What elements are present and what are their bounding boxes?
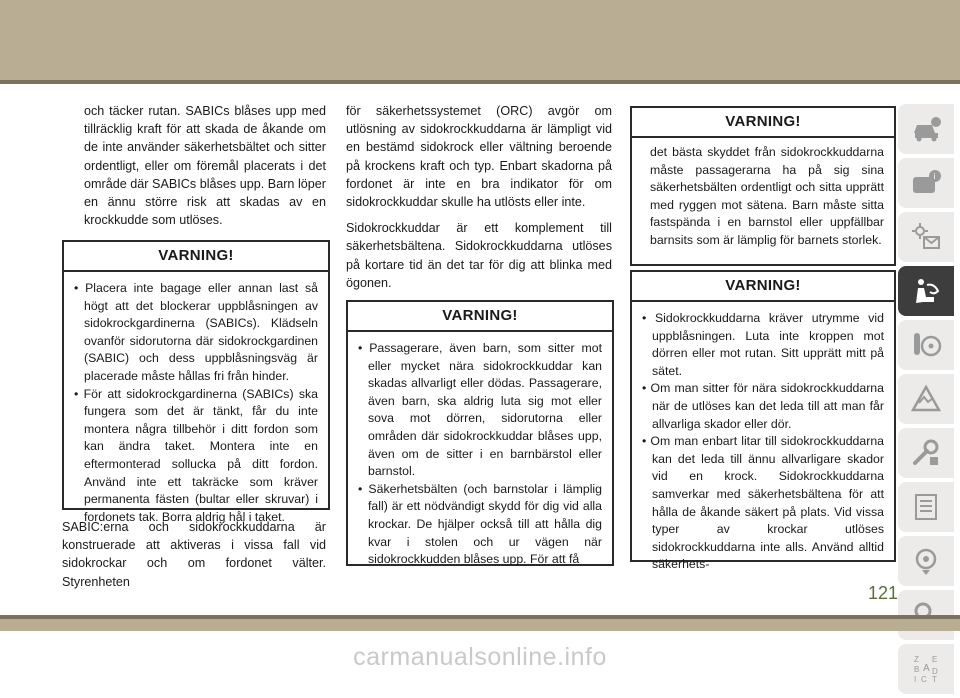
warning-lights-icon bbox=[910, 221, 942, 253]
index-letter: T bbox=[932, 675, 937, 684]
tab-instrument-info[interactable] bbox=[898, 158, 954, 208]
header-rule bbox=[0, 80, 960, 84]
warning-item: • Sidokrockkuddarna kräver utrymme vid uppblåsningen. Luta inte kroppen mot dörren eller mot rutan. Sitt upprätt mitt på sätet. bbox=[642, 310, 884, 380]
index-letter: I bbox=[914, 675, 917, 684]
tab-checklist[interactable] bbox=[898, 482, 954, 532]
header-band bbox=[0, 0, 960, 80]
index-letter: C bbox=[921, 675, 927, 684]
warning-item: • Passagerare, även barn, som sitter mot eller mycket nära sidokrockkuddar kan skadas allvarligt eller dödas. Passagerare, även barn, ska aldrig luta sig mot eller sova mot dörren, sidorutorna eller områden där sidokrockkuddar blåses upp, även om de sitter i en barnbärstol eller barnstol. bbox=[358, 340, 602, 481]
warning-box-right-bottom bbox=[630, 270, 896, 572]
index-letter: B bbox=[914, 665, 920, 674]
warning-box-right-top bbox=[630, 106, 896, 266]
index-letter: D bbox=[932, 667, 938, 676]
warning-title: VARNING! bbox=[632, 108, 894, 138]
warning-text: det bästa skyddet från sidokrockkuddarna måste passagerarna ha på sig sina säkerhetsbälten ordentligt och sitta upprätt med ryggen mot sätena. Barn måste sitta fastspända i en barnstol eller uppfällbar barnsits som är lämplig för barnets storlek. bbox=[650, 145, 884, 247]
svg-text:i: i bbox=[933, 172, 936, 181]
warning-item: • För att sidokrockgardinerna (SABICs) ska fungera som det är tänkt, får du inte montera några tillbehör i ditt fordon som kan ändra taket. Montera inte en eftermonterad sollucka på ditt fordon. Använd inte ett takräcke som kräver permanenta fästen (bultar eller skruvar) i fordonets tak. Borra aldrig hål i taket. bbox=[74, 386, 318, 527]
left-column-outro bbox=[62, 518, 326, 591]
index-letter: Z bbox=[914, 655, 919, 664]
tab-specifications[interactable] bbox=[898, 536, 954, 586]
middle-column-text bbox=[346, 102, 612, 292]
warning-box-middle bbox=[346, 300, 614, 566]
warning-title: VARNING! bbox=[64, 242, 328, 272]
seat-safety-icon bbox=[910, 275, 942, 307]
steering-wheel-icon bbox=[910, 329, 942, 361]
tab-car-info[interactable] bbox=[898, 104, 954, 154]
warning-title: VARNING! bbox=[632, 272, 894, 302]
tab-warning-lights[interactable] bbox=[898, 212, 954, 262]
checklist-icon bbox=[910, 491, 942, 523]
paragraph: Sidokrockkuddar är ett komplement till säkerhetsbältena. Sidokrockkuddarna utlöses på kortare tid än det tar för dig att blinka med ögonen. bbox=[346, 221, 612, 290]
intro-paragraph: och täcker rutan. SABICs blåses upp med tillräcklig kraft för att skada de åkande om de inte använder säkerhetsbältet och sitter ordentligt, eller om föremål placerats i det område där SABICs blåses upp. Barn löper en ännu större risk att skadas av en krockkudde som utlöses. bbox=[84, 104, 326, 228]
chapter-tabs bbox=[898, 104, 958, 698]
hazard-triangle-icon bbox=[910, 383, 942, 415]
outro-paragraph: SABIC:erna och sidokrockkuddarna är konstruerade att aktiveras i vissa fall vid sidokrockar och om fordonet välter. Styrenheten bbox=[62, 520, 326, 589]
warning-title: VARNING! bbox=[348, 302, 612, 332]
warning-item: • Om man enbart litar till sidokrockkuddarna kan det leda till ännu allvarligare skador vid en krock. Sidokrockkuddarna samverkar med säkerhetsbältena för att hålla de åkande säkert på plats. Vid vissa typer av krockar utlöses sidokrockkuddarna inte alls. Använd alltid säkerhets- bbox=[642, 433, 884, 574]
index-letter: A bbox=[923, 663, 930, 674]
tab-seat-safety[interactable] bbox=[898, 266, 954, 316]
tab-hazard[interactable] bbox=[898, 374, 954, 424]
warning-box-left bbox=[62, 240, 330, 524]
instrument-info-icon bbox=[910, 167, 942, 199]
car-info-icon bbox=[910, 113, 942, 145]
page-number: 121 bbox=[868, 583, 899, 603]
left-column-intro bbox=[84, 102, 326, 229]
warning-item: • Om man sitter för nära sidokrockkuddarna när de utlöses kan det leda till att man får allvarliga skador eller dör. bbox=[642, 380, 884, 433]
footer-band bbox=[0, 619, 960, 631]
paragraph: för säkerhetssystemet (ORC) avgör om utlösning av sidokrockkuddarna är lämpligt vid en bestämd sidokrock eller vältning beroende på krockens kraft och typ. Enbart skadorna på fordonet är inte en bra indikator för om sidokrockkuddar skulle ha utlösts eller inte. bbox=[346, 104, 612, 210]
warning-item: • Placera inte bagage eller annan last så högt att det blockerar uppblåsningen av sidokrockgardinerna (SABICs). Klädseln ovanför sidorutorna där sidokrockgardinen (SABIC) och dess uppblåsningsväg är placerade måste hållas fri från hinder. bbox=[74, 280, 318, 386]
tab-service[interactable] bbox=[898, 428, 954, 478]
service-wrench-icon bbox=[910, 437, 942, 469]
watermark: carmanualsonline.info bbox=[353, 643, 607, 671]
tab-steering[interactable] bbox=[898, 320, 954, 370]
warning-item: • Säkerhetsbälten (och barnstolar i lämplig fall) är ett nödvändigt skydd för dig vid alla krockar. De hjälper också till att hålla dig kvar i stolen och ur vägen när sidokrockkudden blåses upp. För att få bbox=[358, 481, 602, 569]
specifications-icon bbox=[910, 545, 942, 577]
index-letter: E bbox=[932, 655, 938, 664]
